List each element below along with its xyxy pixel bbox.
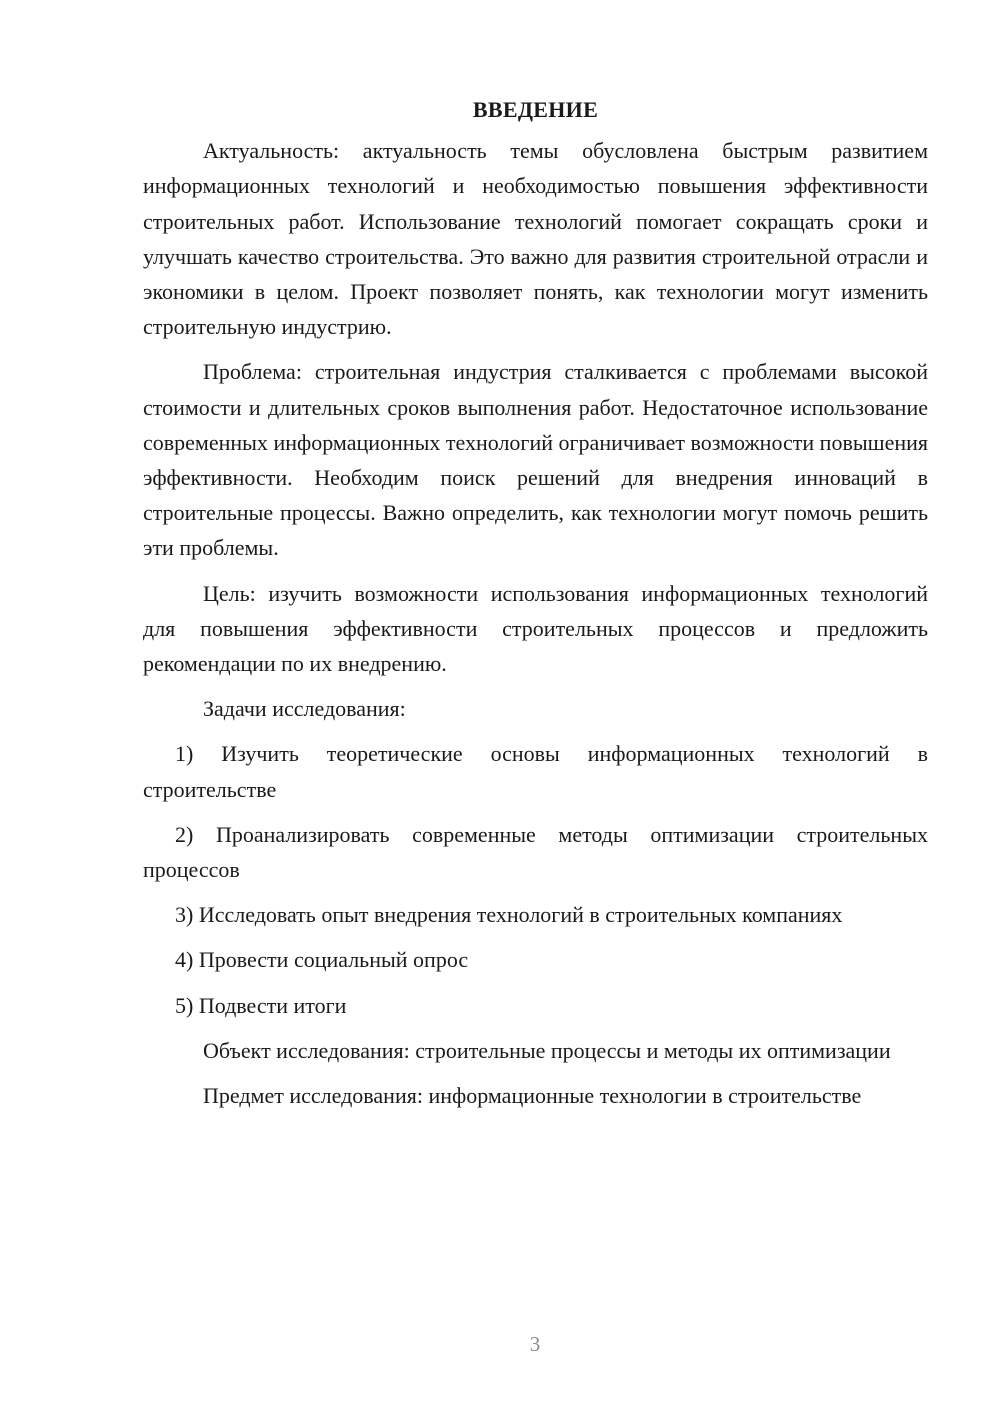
paragraph-subject: Предмет исследования: информационные технологии в строительстве (203, 1083, 862, 1109)
paragraph-problem: Проблема: строительная индустрия сталкивается с проблемами высокой стоимости и длительных сроков выполнения работ. Недостаточное использование современных информационных технологий ограничивает возможности повышения эффективности. Необходим поиск решений для внедрения инноваций в строительные процессы. Важно определить, как технологии могут помочь решить эти проблемы. (143, 359, 928, 561)
paragraph-relevance: Актуальность: актуальность темы обусловлена быстрым развитием информационных технологий и необходимостью повышения эффективности строительных работ. Использование технологий помогает сокращать сроки и улучшать качество строительства. Это важно для развития строительной отрасли и экономики в целом. Проект позволяет понять, как технологии могут изменить строительную индустрию. (143, 138, 928, 340)
list-item: 5) Подвести итоги (175, 992, 347, 1018)
paragraph-object: Объект исследования: строительные процессы и методы их оптимизации (203, 1037, 891, 1063)
list-item: 4) Провести социальный опрос (175, 947, 469, 973)
section-title: ВВЕДЕНИЕ (472, 97, 599, 122)
document-page (143, 92, 928, 1123)
paragraph-goal: Цель: изучить возможности использования информационных технологий для повышения эффективности строительных процессов и предложить рекомендации по их внедрению. (143, 580, 928, 677)
list-item: 3) Исследовать опыт внедрения технологий в строительных компаниях (175, 902, 843, 928)
list-item: 2) Проанализировать современные методы оптимизации строительных процессов (143, 821, 928, 883)
tasks-heading: Задачи исследования: (203, 696, 406, 722)
list-item: 1) Изучить теоретические основы информационных технологий в строительстве (143, 741, 928, 802)
page-number: 3 (529, 1332, 541, 1356)
tasks-list (143, 736, 928, 1022)
